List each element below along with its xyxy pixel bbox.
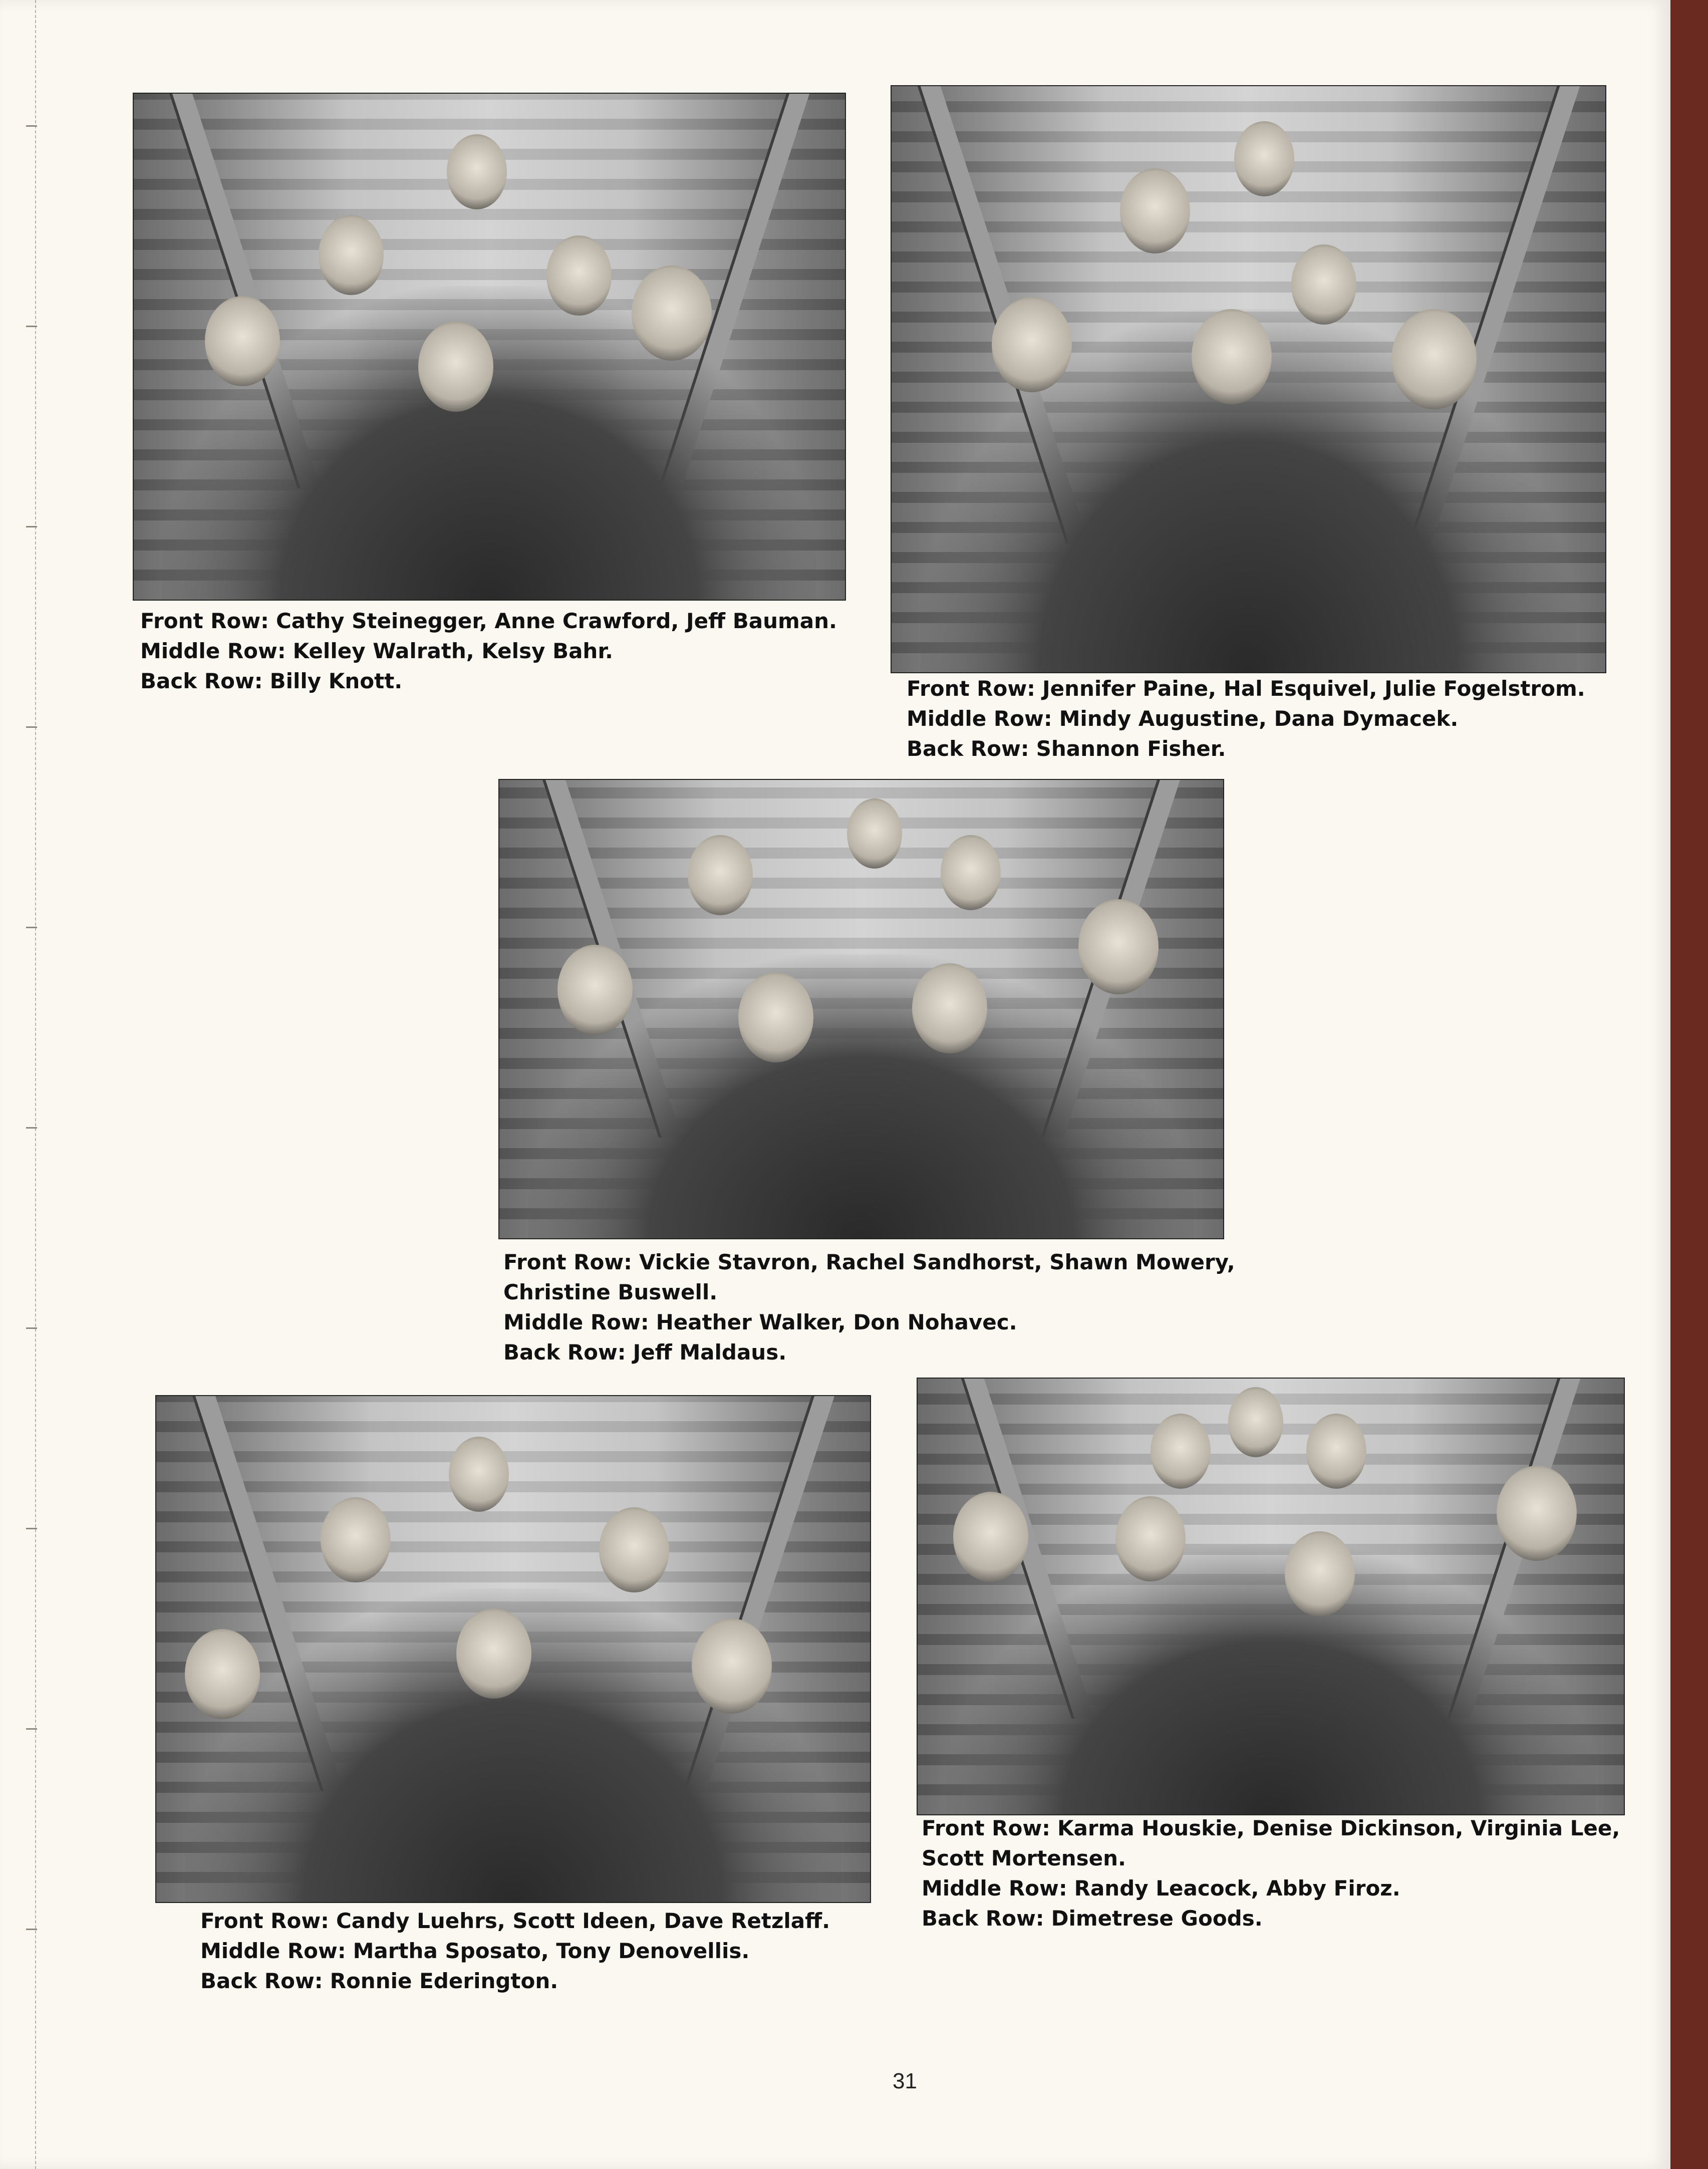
front-row-names: Vickie Stavron, Rachel Sandhorst, Shawn Mowery, <box>639 1250 1235 1274</box>
back-row-label: Back Row: <box>200 1969 323 1993</box>
front-row-names: Jennifer Paine, Hal Esquivel, Julie Fogelstrom. <box>1042 676 1585 701</box>
front-row-label: Front Row: <box>140 609 269 633</box>
back-row-names: Ronnie Ederington. <box>330 1969 558 1993</box>
front-row-names: Candy Luehrs, Scott Ideen, Dave Retzlaff. <box>336 1909 830 1933</box>
middle-row-label: Middle Row: <box>503 1310 649 1334</box>
back-row-label: Back Row: <box>140 669 263 693</box>
front-row-label: Front Row: <box>503 1250 632 1274</box>
photo-4-caption <box>200 1906 830 1996</box>
middle-row-label: Middle Row: <box>140 639 286 663</box>
page-number: 31 <box>893 2069 917 2093</box>
front-row-names: Cathy Steinegger, Anne Crawford, Jeff Bauman. <box>275 609 837 633</box>
front-row-label: Front Row: <box>200 1909 329 1933</box>
middle-row-label: Middle Row: <box>922 1876 1067 1901</box>
back-row-names: Billy Knott. <box>269 669 403 693</box>
back-row-names: Jeff Maldaus. <box>633 1340 787 1365</box>
binding-edge <box>0 0 36 2169</box>
front-row-names-continued: Christine Buswell. <box>503 1280 718 1304</box>
middle-row-names: Kelley Walrath, Kelsy Bahr. <box>293 639 613 663</box>
middle-row-names: Heather Walker, Don Nohavec. <box>656 1310 1017 1334</box>
middle-row-label: Middle Row: <box>907 706 1052 731</box>
back-row-label: Back Row: <box>922 1906 1044 1931</box>
back-row-names: Dimetrese Goods. <box>1051 1906 1263 1931</box>
middle-row-label: Middle Row: <box>200 1939 346 1963</box>
photo-3-caption <box>503 1247 1235 1368</box>
photo-5-caption <box>922 1813 1620 1934</box>
back-row-label: Back Row: <box>907 736 1029 761</box>
back-row-names: Shannon Fisher. <box>1036 736 1226 761</box>
middle-row-names: Mindy Augustine, Dana Dymacek. <box>1059 706 1459 731</box>
class-photo-1 <box>133 93 846 601</box>
back-row-label: Back Row: <box>503 1340 626 1365</box>
front-row-names-continued: Scott Mortensen. <box>922 1846 1126 1870</box>
photo-2-caption <box>907 674 1585 764</box>
photo-1-caption <box>140 606 837 696</box>
front-row-label: Front Row: <box>922 1816 1050 1840</box>
front-row-names: Karma Houskie, Denise Dickinson, Virginia Lee, <box>1057 1816 1620 1840</box>
front-row-label: Front Row: <box>907 676 1035 701</box>
class-photo-4 <box>155 1395 871 1903</box>
middle-row-names: Randy Leacock, Abby Firoz. <box>1074 1876 1400 1901</box>
class-photo-3 <box>498 779 1224 1239</box>
middle-row-names: Martha Sposato, Tony Denovellis. <box>353 1939 750 1963</box>
class-photo-5 <box>917 1378 1625 1815</box>
class-photo-2 <box>891 85 1606 673</box>
